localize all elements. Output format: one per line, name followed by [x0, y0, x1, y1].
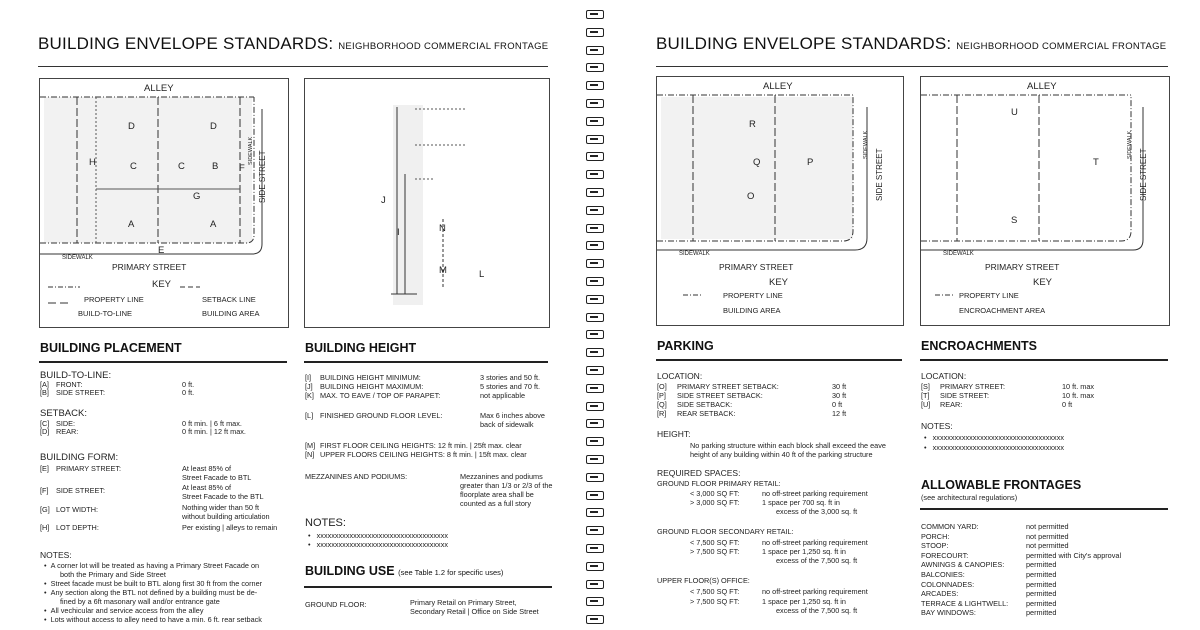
- encroach-t-value: 10 ft. max: [1062, 391, 1095, 400]
- section-letter-l: L: [479, 269, 485, 280]
- left-title-text: BUILDING ENVELOPE STANDARDS:: [38, 34, 334, 53]
- btl-title: BUILD-TO-LINE:: [40, 370, 112, 381]
- binding-ring: [586, 170, 604, 179]
- frontage-value: permitted: [1026, 560, 1057, 570]
- parking-p-code: [P]: [657, 391, 666, 400]
- plan-letter-e: E: [158, 245, 165, 256]
- placement-note-2: • Street facade must be built to BTL along first 30 ft from the corner: [44, 579, 263, 588]
- note-1-line-1: A corner lot will be treated as having a Primary Street Facade on: [50, 561, 260, 570]
- setback-title: SETBACK:: [40, 408, 87, 419]
- encroach-s-label: PRIMARY STREET:: [940, 382, 1006, 391]
- binding-ring: [586, 28, 604, 37]
- note-5-line-1: Lots without access to alley need to have a min. 6 ft. rear setback: [50, 615, 262, 624]
- group2-row2-size: > 7,500 SQ FT:: [690, 547, 740, 556]
- placement-note-3a: • Any section along the BTL not defined by a building must be de-: [44, 588, 258, 597]
- placement-notes-title: NOTES:: [40, 550, 72, 560]
- binding-ring: [586, 491, 604, 500]
- height-l-value1: Max 6 inches above: [480, 411, 545, 420]
- encroach-key-title: KEY: [1033, 277, 1053, 288]
- height-m-code: [M]: [305, 441, 316, 450]
- height-i-code: [I]: [305, 373, 312, 382]
- group1-row1-size: < 3,000 SQ FT:: [690, 489, 740, 498]
- form-h-label: LOT DEPTH:: [56, 523, 99, 532]
- btl-a-code: [A]: [40, 380, 49, 389]
- form-e-value2: Street Facade to BTL: [182, 473, 252, 482]
- frontage-label: PORCH:: [921, 531, 950, 541]
- form-e-code: [E]: [40, 464, 49, 473]
- use-ground-label: GROUND FLOOR:: [305, 600, 367, 609]
- height-rule: [304, 361, 548, 363]
- parking-o-label: PRIMARY STREET SETBACK:: [677, 382, 779, 391]
- section-letter-n: N: [439, 223, 446, 234]
- frontages-heading: ALLOWABLE FRONTAGES: [921, 478, 1082, 492]
- right-page-title: [656, 34, 1166, 54]
- group1-row2-line1: 1 space per 700 sq. ft in: [762, 498, 840, 507]
- btl-a-value: 0 ft.: [182, 380, 195, 389]
- binding-ring: [586, 81, 604, 90]
- encroach-key-property-line: PROPERTY LINE: [959, 291, 1019, 300]
- binding-ring: [586, 455, 604, 464]
- binding-ring: [586, 99, 604, 108]
- parking-alley-label: ALLEY: [763, 81, 793, 92]
- binding-ring: [586, 526, 604, 535]
- building-use-note: (see Table 1.2 for specific uses): [398, 568, 504, 577]
- frontage-label: BALCONIES:: [921, 570, 965, 579]
- spiral-binding: [584, 0, 608, 630]
- height-i-label: BUILDING HEIGHT MINIMUM:: [320, 373, 421, 382]
- left-page-title: [38, 34, 548, 54]
- binding-ring: [586, 224, 604, 233]
- left-subtitle-text: NEIGHBORHOOD COMMERCIAL FRONTAGE: [338, 41, 549, 52]
- binding-ring: [586, 437, 604, 446]
- section-letter-m: M: [439, 265, 447, 276]
- plan-letter-c2: C: [178, 161, 185, 172]
- setback-c-code: [C]: [40, 419, 50, 428]
- parking-rule: [656, 359, 902, 361]
- mezz-value-4: counted as a full story: [460, 499, 531, 508]
- binding-ring: [586, 152, 604, 161]
- encroach-note-1: • xxxxxxxxxxxxxxxxxxxxxxxxxxxxxxxxxxxx: [924, 433, 1064, 442]
- encroach-note-2-text: xxxxxxxxxxxxxxxxxxxxxxxxxxxxxxxxxxxx: [932, 443, 1064, 452]
- group3-row1-size: < 7,500 SQ FT:: [690, 587, 740, 596]
- encroach-letter-s: S: [1011, 215, 1018, 226]
- form-g-value1: Nothing wider than 50 ft: [182, 503, 260, 512]
- btl-a-label: FRONT:: [56, 380, 83, 389]
- encroach-u-value: 0 ft: [1062, 400, 1073, 409]
- frontage-value: not permitted: [1026, 531, 1069, 541]
- plan-side-street: SIDE STREET: [258, 150, 267, 203]
- binding-ring: [586, 384, 604, 393]
- right-subtitle-text: NEIGHBORHOOD COMMERCIAL FRONTAGE: [956, 41, 1167, 52]
- use-rule: [304, 586, 552, 588]
- frontage-value: permitted: [1026, 608, 1057, 618]
- height-notes-title: NOTES:: [305, 517, 346, 529]
- binding-ring: [586, 597, 604, 606]
- parking-height-text-2: height of any building within 40 ft of the parking structure: [690, 450, 873, 459]
- encroach-location-title: LOCATION:: [921, 371, 967, 381]
- height-k-label: MAX. TO EAVE / TOP OF PARAPET:: [320, 391, 441, 400]
- setback-d-value: 0 ft min. | 12 ft max.: [182, 427, 246, 436]
- height-l-code: [L]: [305, 411, 314, 420]
- frontage-label: AWNINGS & CANOPIES:: [921, 560, 1005, 570]
- parking-q-code: [Q]: [657, 400, 667, 409]
- height-i-value: 3 stories and 50 ft.: [480, 373, 541, 382]
- group2-row2-line2: excess of the 7,500 sq. ft: [776, 556, 858, 565]
- frontage-label: FORECOURT:: [921, 550, 969, 560]
- binding-ring: [586, 330, 604, 339]
- btl-b-value: 0 ft.: [182, 388, 195, 397]
- setback-d-code: [D]: [40, 427, 50, 436]
- form-g-label: LOT WIDTH:: [56, 505, 99, 514]
- parking-q-value: 0 ft: [832, 400, 843, 409]
- plan-alley-label: ALLEY: [144, 83, 174, 94]
- plan-letter-d1: D: [128, 121, 135, 132]
- form-f-value1: At least 85% of: [182, 483, 232, 492]
- parking-letter-o: O: [747, 191, 755, 202]
- encroach-t-code: [T]: [921, 391, 930, 400]
- parking-o-value: 30 ft: [832, 382, 847, 391]
- placement-rule: [39, 361, 287, 363]
- binding-ring: [586, 295, 604, 304]
- form-g-code: [G]: [40, 505, 50, 514]
- binding-ring: [586, 402, 604, 411]
- frontage-value: permitted: [1026, 570, 1057, 579]
- height-l-value2: back of sidewalk: [480, 420, 534, 429]
- height-n-code: [N]: [305, 450, 315, 459]
- parking-o-code: [O]: [657, 382, 667, 391]
- frontage-label: COLONNADES:: [921, 579, 975, 589]
- encroach-notes-title: NOTES:: [921, 421, 953, 431]
- frontage-value: not permitted: [1026, 541, 1069, 551]
- parking-height-text-1: No parking structure within each block shall exceed the eave: [690, 441, 886, 450]
- building-use-title: BUILDING USE: [305, 564, 395, 578]
- encroach-u-code: [U]: [921, 400, 931, 409]
- height-note-2: • xxxxxxxxxxxxxxxxxxxxxxxxxxxxxxxxxxxx: [308, 540, 448, 549]
- key-build-to-line: BUILD-TO-LINE: [78, 309, 133, 318]
- group1-title: GROUND FLOOR PRIMARY RETAIL:: [657, 479, 781, 488]
- plan-letter-f: F: [239, 163, 245, 174]
- encroach-s-code: [S]: [921, 382, 930, 391]
- form-h-code: [H]: [40, 523, 50, 532]
- note-4-line-1: All vechicular and service access from the alley: [50, 606, 204, 615]
- right-title-text: BUILDING ENVELOPE STANDARDS:: [656, 34, 952, 53]
- frontage-label: STOOP:: [921, 541, 949, 551]
- plan-key-title: KEY: [152, 279, 172, 290]
- height-note-1: • xxxxxxxxxxxxxxxxxxxxxxxxxxxxxxxxxxxx: [308, 531, 448, 540]
- parking-plan-diagram: [656, 76, 904, 326]
- placement-note-4: • All vechicular and service access from the alley: [44, 606, 204, 615]
- group2-row1-line1: no off-street parking requirement: [762, 538, 868, 547]
- binding-ring: [586, 46, 604, 55]
- mezz-value-2: greater than 1/3 or 2/3 of the: [460, 481, 553, 490]
- binding-ring: [586, 580, 604, 589]
- plan-letter-b: B: [212, 161, 219, 172]
- plan-primary-street: PRIMARY STREET: [112, 262, 187, 272]
- binding-ring: [586, 117, 604, 126]
- note-2-line-1: Street facade must be built to BTL along first 30 ft from the corner: [50, 579, 263, 588]
- height-j-code: [J]: [305, 382, 313, 391]
- form-e-label: PRIMARY STREET:: [56, 464, 122, 473]
- parking-location-title: LOCATION:: [657, 371, 703, 381]
- placement-note-1b: both the Primary and Side Street: [60, 570, 166, 579]
- height-j-label: BUILDING HEIGHT MAXIMUM:: [320, 382, 424, 391]
- binding-ring: [586, 348, 604, 357]
- parking-letter-r: R: [749, 119, 756, 130]
- height-n-label: UPPER FLOORS CEILING HEIGHTS: 8 ft min. | 15ft max. clear: [320, 450, 527, 459]
- encroach-note-1-text: xxxxxxxxxxxxxxxxxxxxxxxxxxxxxxxxxxxx: [932, 433, 1064, 442]
- plan-letter-d2: D: [210, 121, 217, 132]
- encroach-sidewalk-h: SIDEWALK: [943, 251, 974, 257]
- binding-ring: [586, 544, 604, 553]
- binding-ring: [586, 135, 604, 144]
- parking-primary-street: PRIMARY STREET: [719, 262, 794, 272]
- group3-row2-line1: 1 space per 1,250 sq. ft in: [762, 597, 846, 606]
- building-placement-heading: BUILDING PLACEMENT: [40, 341, 182, 355]
- group2-row1-size: < 7,500 SQ FT:: [690, 538, 740, 547]
- height-section-diagram: [304, 78, 550, 328]
- binding-ring: [586, 562, 604, 571]
- setback-d-label: REAR:: [56, 427, 79, 436]
- binding-ring: [586, 615, 604, 624]
- height-j-value: 5 stories and 70 ft.: [480, 382, 541, 391]
- group3-row2-size: > 7,500 SQ FT:: [690, 597, 740, 606]
- right-title-rule: [656, 66, 1168, 67]
- form-h-value1: Per existing | alleys to remain: [182, 523, 278, 532]
- encroach-key-area: ENCROACHMENT AREA: [959, 306, 1046, 315]
- encroach-side-street: SIDE STREET: [1139, 148, 1148, 201]
- encroach-sidewalk-v: SIDEWALK: [1127, 130, 1133, 159]
- form-f-label: SIDE STREET:: [56, 486, 106, 495]
- binding-ring: [586, 63, 604, 72]
- placement-note-3b: fined by a 6ft masonary wall and/or entrance gate: [60, 597, 220, 606]
- encroach-letter-u: U: [1011, 107, 1018, 118]
- plan-letter-a1: A: [128, 219, 135, 230]
- binding-ring: [586, 313, 604, 322]
- setback-c-label: SIDE:: [56, 419, 76, 428]
- section-drawing: [305, 79, 549, 327]
- plan-letter-h: H: [89, 157, 96, 168]
- parking-p-value: 30 ft: [832, 391, 847, 400]
- parking-p-label: SIDE STREET SETBACK:: [677, 391, 763, 400]
- parking-r-code: [R]: [657, 409, 667, 418]
- binding-ring: [586, 419, 604, 428]
- binding-ring: [586, 188, 604, 197]
- key-property-line: PROPERTY LINE: [84, 295, 144, 304]
- group1-row2-line2: excess of the 3,000 sq. ft: [776, 507, 858, 516]
- frontages-rule: [920, 508, 1168, 510]
- parking-key-title: KEY: [769, 277, 789, 288]
- group2-row2-line1: 1 space per 1,250 sq. ft in: [762, 547, 846, 556]
- parking-spaces-title: REQUIRED SPACES:: [657, 468, 741, 478]
- parking-height-title: HEIGHT:: [657, 429, 691, 439]
- group1-row1-line1: no off-street parking requirement: [762, 489, 868, 498]
- height-l-label: FINISHED GROUND FLOOR LEVEL:: [320, 411, 443, 420]
- binding-ring: [586, 241, 604, 250]
- frontage-label: BAY WINDOWS:: [921, 608, 976, 618]
- mezz-value-3: floorplate area shall be: [460, 490, 534, 499]
- parking-sidewalk-v: SIDEWALK: [863, 130, 869, 159]
- key-building-area: BUILDING AREA: [202, 309, 260, 318]
- mezz-value-1: Mezzanines and podiums: [460, 472, 543, 481]
- btl-b-code: [B]: [40, 388, 49, 397]
- binding-ring: [586, 259, 604, 268]
- parking-r-label: REAR SETBACK:: [677, 409, 736, 418]
- parking-heading: PARKING: [657, 339, 714, 353]
- frontage-value: permitted: [1026, 589, 1057, 599]
- encroach-letter-t: T: [1093, 157, 1099, 168]
- use-ground-value2: Secondary Retail | Office on Side Street: [410, 607, 539, 616]
- placement-note-1a: • A corner lot will be treated as having a Primary Street Facade on: [44, 561, 260, 570]
- encroach-alley-label: ALLEY: [1027, 81, 1057, 92]
- plan-letter-c1: C: [130, 161, 137, 172]
- binding-ring: [586, 508, 604, 517]
- binding-ring: [586, 206, 604, 215]
- plan-letter-a2: A: [210, 219, 217, 230]
- height-note-1-text: xxxxxxxxxxxxxxxxxxxxxxxxxxxxxxxxxxxx: [316, 531, 448, 540]
- group3-row1-line1: no off-street parking requirement: [762, 587, 868, 596]
- group1-row2-size: > 3,000 SQ FT:: [690, 498, 740, 507]
- frontage-label: COMMON YARD:: [921, 522, 979, 531]
- encroach-s-value: 10 ft. max: [1062, 382, 1095, 391]
- frontage-value: permitted: [1026, 598, 1057, 608]
- form-title: BUILDING FORM:: [40, 452, 119, 463]
- section-letter-i: I: [397, 227, 400, 238]
- frontage-value: not permitted: [1026, 522, 1069, 531]
- plan-sidewalk-v: SIDEWALK: [248, 136, 254, 165]
- left-title-rule: [38, 66, 548, 67]
- parking-sidewalk-h: SIDEWALK: [679, 251, 710, 257]
- group2-title: GROUND FLOOR SECONDARY RETAIL:: [657, 527, 794, 536]
- height-note-2-text: xxxxxxxxxxxxxxxxxxxxxxxxxxxxxxxxxxxx: [316, 540, 448, 549]
- use-ground-value1: Primary Retail on Primary Street,: [410, 598, 517, 607]
- form-g-value2: without building articulation: [182, 512, 270, 521]
- height-k-code: [K]: [305, 391, 314, 400]
- form-f-code: [F]: [40, 486, 49, 495]
- encroach-primary-street: PRIMARY STREET: [985, 262, 1060, 272]
- form-e-value1: At least 85% of: [182, 464, 232, 473]
- plan-sidewalk-h: SIDEWALK: [62, 255, 93, 261]
- parking-q-label: SIDE SETBACK:: [677, 400, 733, 409]
- encroachments-rule: [920, 359, 1168, 361]
- note-3-line-1: Any section along the BTL not defined by a building must be de-: [50, 588, 258, 597]
- encroach-u-label: REAR:: [940, 400, 963, 409]
- encroachment-plan-diagram: [920, 76, 1170, 326]
- parking-letter-q: Q: [753, 157, 761, 168]
- binding-ring: [586, 473, 604, 482]
- encroach-t-label: SIDE STREET:: [940, 391, 990, 400]
- building-height-heading: BUILDING HEIGHT: [305, 341, 417, 355]
- parking-key-property-line: PROPERTY LINE: [723, 291, 783, 300]
- btl-b-label: SIDE STREET:: [56, 388, 106, 397]
- encroach-note-2: • xxxxxxxxxxxxxxxxxxxxxxxxxxxxxxxxxxxx: [924, 443, 1064, 452]
- height-m-label: FIRST FLOOR CEILING HEIGHTS: 12 ft min. | 25ft max. clear: [320, 441, 522, 450]
- building-use-heading: [305, 564, 503, 578]
- height-k-value: not applicable: [480, 391, 526, 400]
- group3-row2-line2: excess of the 7,500 sq. ft: [776, 606, 858, 615]
- parking-letter-p: P: [807, 157, 814, 168]
- setback-c-value: 0 ft min. | 6 ft max.: [182, 419, 242, 428]
- frontage-label: ARCADES:: [921, 589, 959, 599]
- group3-title: UPPER FLOOR(S) OFFICE:: [657, 576, 750, 585]
- mezz-label: MEZZANINES AND PODIUMS:: [305, 472, 408, 481]
- frontages-note: (see architectural regulations): [921, 493, 1018, 502]
- frontage-value: permitted: [1026, 579, 1057, 589]
- encroachments-heading: ENCROACHMENTS: [921, 339, 1037, 353]
- parking-key-building-area: BUILDING AREA: [723, 306, 781, 315]
- binding-ring: [586, 366, 604, 375]
- binding-ring: [586, 277, 604, 286]
- parking-side-street: SIDE STREET: [875, 148, 884, 201]
- frontage-value: permitted with City's approval: [1026, 550, 1122, 560]
- binding-ring: [586, 10, 604, 19]
- key-setback-line: SETBACK LINE: [202, 295, 256, 304]
- section-letter-j: J: [381, 195, 386, 206]
- placement-note-5: • Lots without access to alley need to have a min. 6 ft. rear setback: [44, 615, 262, 624]
- left-plan-diagram: [39, 78, 289, 328]
- parking-r-value: 12 ft: [832, 409, 847, 418]
- form-f-value2: Street Facade to the BTL: [182, 492, 264, 501]
- frontage-label: TERRACE & LIGHTWELL:: [921, 598, 1009, 608]
- plan-letter-g: G: [193, 191, 201, 202]
